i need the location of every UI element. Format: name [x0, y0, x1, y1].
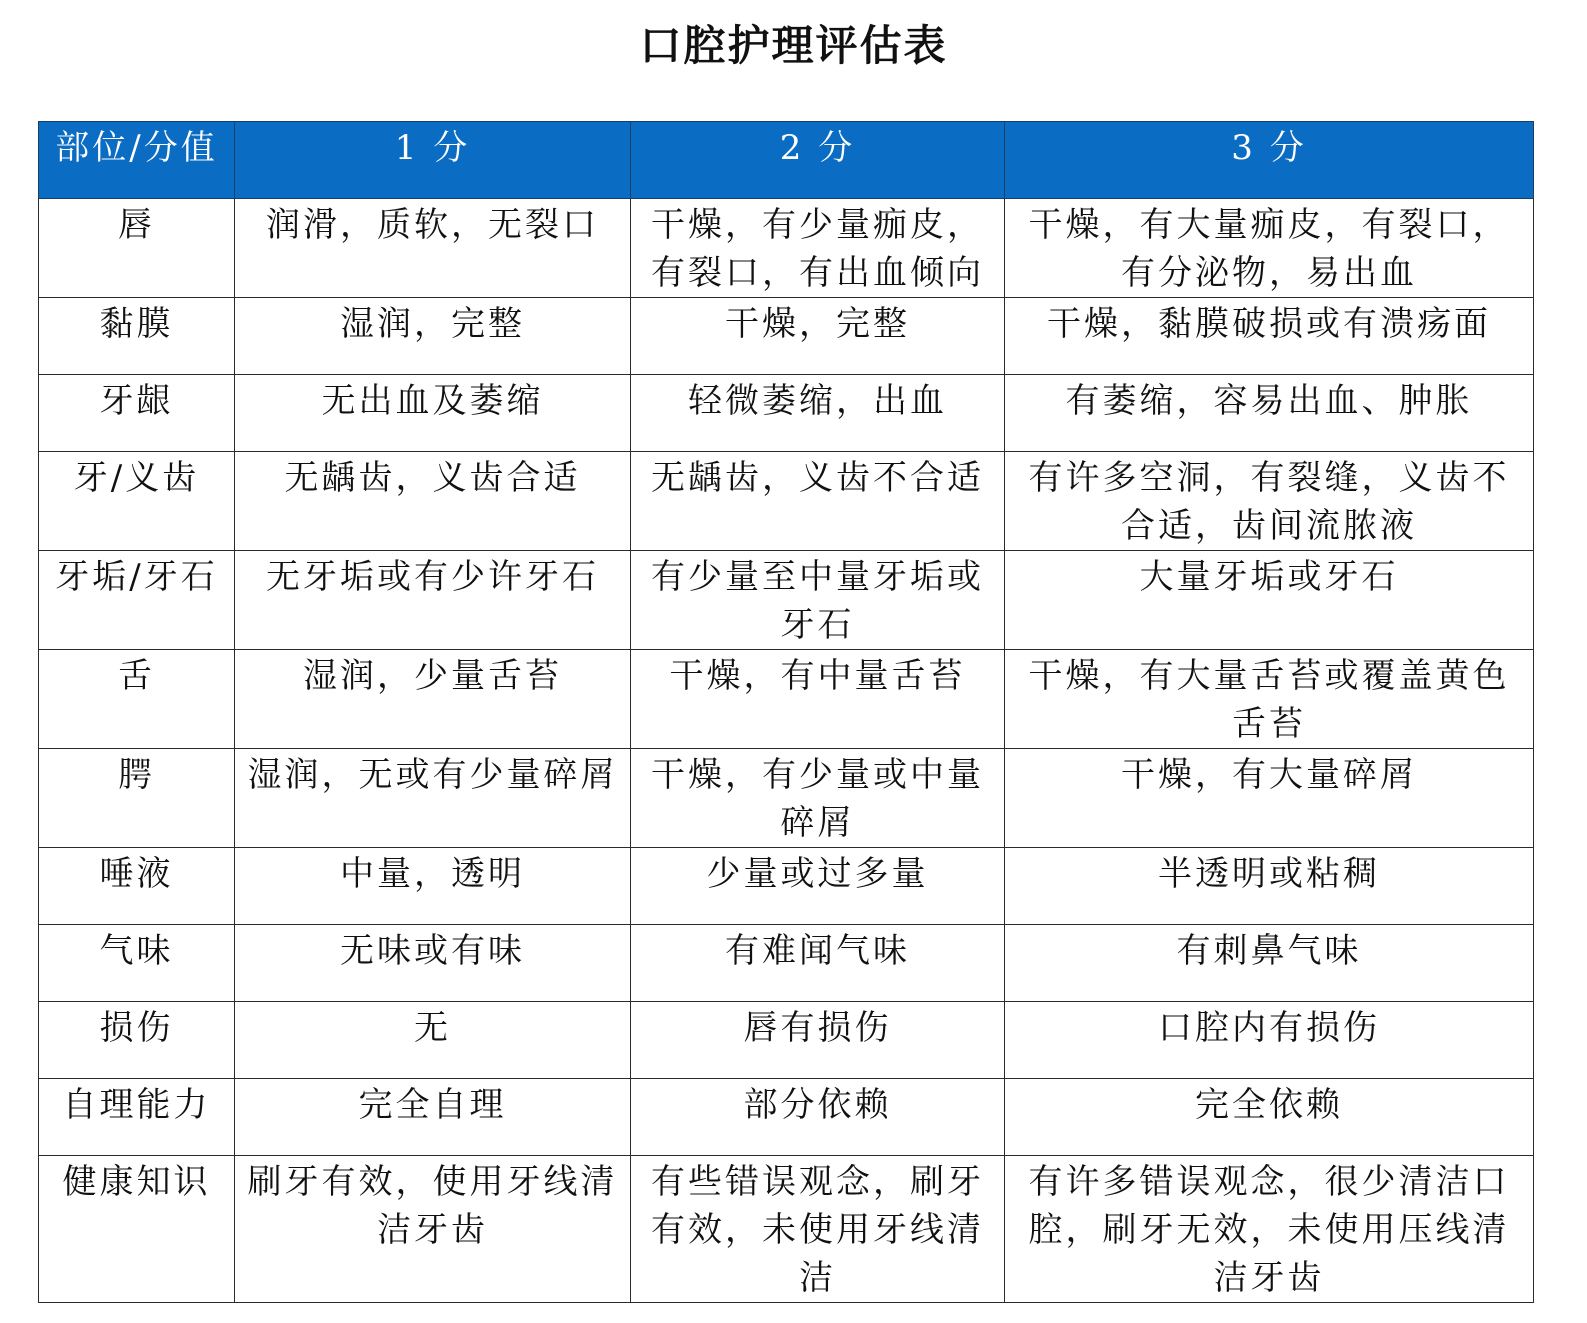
row-site: 唾液 — [39, 848, 235, 925]
row-score-1: 无出血及萎缩 — [235, 375, 631, 452]
row-score-1: 湿润，无或有少量碎屑 — [235, 749, 631, 848]
row-score-3: 有刺鼻气味 — [1005, 925, 1534, 1002]
row-site: 牙垢/牙石 — [39, 551, 235, 650]
table-row — [39, 375, 1534, 452]
row-score-1: 湿润，少量舌苔 — [235, 650, 631, 749]
table-row — [39, 551, 1534, 650]
row-score-2: 有难闻气味 — [631, 925, 1005, 1002]
row-score-1: 完全自理 — [235, 1079, 631, 1156]
table-row — [39, 650, 1534, 749]
table-row — [39, 848, 1534, 925]
table-row — [39, 199, 1534, 298]
row-score-3: 大量牙垢或牙石 — [1005, 551, 1534, 650]
row-score-2: 轻微萎缩，出血 — [631, 375, 1005, 452]
assessment-table — [38, 121, 1534, 1303]
row-score-3: 干燥，有大量痂皮，有裂口，有分泌物，易出血 — [1005, 199, 1534, 298]
table-row — [39, 1156, 1534, 1303]
row-score-2: 干燥，有少量痂皮，有裂口，有出血倾向 — [631, 199, 1005, 298]
row-score-2: 干燥，有少量或中量碎屑 — [631, 749, 1005, 848]
row-score-2: 有少量至中量牙垢或牙石 — [631, 551, 1005, 650]
row-score-1: 刷牙有效，使用牙线清洁牙齿 — [235, 1156, 631, 1303]
row-score-1: 无龋齿，义齿合适 — [235, 452, 631, 551]
row-site: 牙/义齿 — [39, 452, 235, 551]
table-row — [39, 452, 1534, 551]
row-site: 牙龈 — [39, 375, 235, 452]
header-score-1: 1 分 — [235, 122, 631, 199]
row-score-2: 部分依赖 — [631, 1079, 1005, 1156]
row-site: 气味 — [39, 925, 235, 1002]
row-score-3: 有萎缩，容易出血、肿胀 — [1005, 375, 1534, 452]
row-score-2: 唇有损伤 — [631, 1002, 1005, 1079]
table-row — [39, 298, 1534, 375]
row-score-1: 润滑，质软，无裂口 — [235, 199, 631, 298]
row-score-3: 半透明或粘稠 — [1005, 848, 1534, 925]
row-score-2: 干燥，有中量舌苔 — [631, 650, 1005, 749]
row-score-2: 无龋齿，义齿不合适 — [631, 452, 1005, 551]
header-score-3: 3 分 — [1005, 122, 1534, 199]
header-site: 部位/分值 — [39, 122, 235, 199]
row-site: 自理能力 — [39, 1079, 235, 1156]
row-score-1: 无味或有味 — [235, 925, 631, 1002]
row-score-1: 湿润，完整 — [235, 298, 631, 375]
page-title: 口腔护理评估表 — [639, 21, 948, 70]
row-score-2: 有些错误观念，刷牙有效，未使用牙线清洁 — [631, 1156, 1005, 1303]
table-row — [39, 925, 1534, 1002]
row-score-1: 中量，透明 — [235, 848, 631, 925]
row-score-3: 口腔内有损伤 — [1005, 1002, 1534, 1079]
row-score-1: 无牙垢或有少许牙石 — [235, 551, 631, 650]
table-row — [39, 1002, 1534, 1079]
row-score-3: 完全依赖 — [1005, 1079, 1534, 1156]
row-score-3: 干燥，有大量舌苔或覆盖黄色舌苔 — [1005, 650, 1534, 749]
table-row — [39, 749, 1534, 848]
row-site: 黏膜 — [39, 298, 235, 375]
row-site: 腭 — [39, 749, 235, 848]
row-score-3: 干燥，有大量碎屑 — [1005, 749, 1534, 848]
row-site: 舌 — [39, 650, 235, 749]
row-site: 损伤 — [39, 1002, 235, 1079]
header-score-2: 2 分 — [631, 122, 1005, 199]
row-score-2: 干燥，完整 — [631, 298, 1005, 375]
row-score-2: 少量或过多量 — [631, 848, 1005, 925]
row-score-3: 干燥，黏膜破损或有溃疡面 — [1005, 298, 1534, 375]
row-site: 唇 — [39, 199, 235, 298]
row-site: 健康知识 — [39, 1156, 235, 1303]
row-score-3: 有许多空洞，有裂缝，义齿不合适，齿间流脓液 — [1005, 452, 1534, 551]
header-row — [39, 122, 1534, 199]
table-row — [39, 1079, 1534, 1156]
row-score-3: 有许多错误观念，很少清洁口腔，刷牙无效，未使用压线清洁牙齿 — [1005, 1156, 1534, 1303]
row-score-1: 无 — [235, 1002, 631, 1079]
